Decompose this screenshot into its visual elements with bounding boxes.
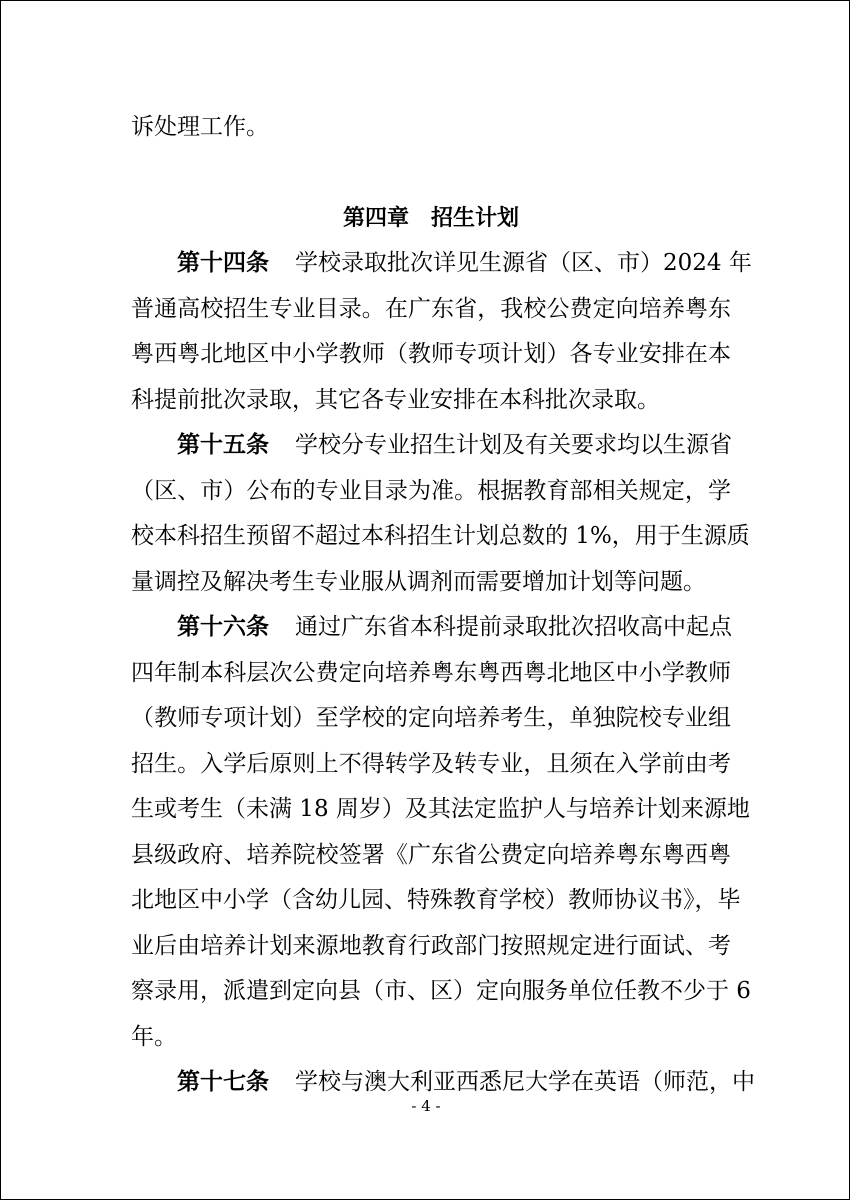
chapter-heading <box>131 196 731 242</box>
article-line <box>131 696 731 742</box>
article-line <box>131 1015 731 1061</box>
article-text: 学校与澳大利亚西悉尼大学在英语（师范，中 <box>295 1069 755 1095</box>
article-text: 普通高校招生专业目录。在广东省，我校公费定向培养粤东 <box>131 295 731 322</box>
article-line <box>131 378 731 424</box>
article-text: 通过广东省本科提前录取批次招收高中起点 <box>295 614 732 640</box>
intro-tail-text: 诉处理工作。 <box>131 114 269 140</box>
article-text: （教师专项计划）至学校的定向培养考生，单独院校专业组 <box>131 705 731 731</box>
article-15 <box>131 423 750 605</box>
article-text: 四年制本科层次公费定向培养粤东粤西粤北地区中小学教师 <box>131 659 731 686</box>
article-text: 县级政府、培养院校签署《广东省公费定向培养粤东粤西粤 <box>131 841 731 868</box>
article-text: 生或考生（未满 18 周岁）及其法定监护人与培养计划来源地 <box>131 796 750 822</box>
page-number: - 4 - <box>411 1097 441 1115</box>
article-line <box>131 878 741 924</box>
article-line <box>131 423 731 469</box>
article-text: 校本科招生预留不超过本科招生计划总数的 1%，用于生源质 <box>131 523 750 549</box>
article-line <box>131 651 731 697</box>
article-line <box>131 560 731 606</box>
article-text: 学校录取批次详见生源省（区、市）2024 年 <box>295 250 752 276</box>
article-text: 招生。入学后原则上不得转学及转专业，且须在入学前由考 <box>131 750 731 777</box>
article-text: 察录用，派遣到定向县（市、区）定向服务单位任教不少于 6 <box>131 978 751 1004</box>
article-line <box>131 742 731 788</box>
article-line <box>131 787 750 833</box>
article-line <box>131 287 731 333</box>
article-line <box>131 514 750 560</box>
article-text: 粤西粤北地区中小学教师（教师专项计划）各专业安排在本 <box>131 341 731 367</box>
article-line <box>131 833 731 879</box>
article-text: 业后由培养计划来源地教育行政部门按照规定进行面试、考 <box>131 932 731 959</box>
article-line <box>131 605 731 651</box>
article-text: 量调控及解决考生专业服从调剂而需要增加计划等问题。 <box>131 568 706 595</box>
article-line <box>131 969 751 1015</box>
chapter-number: 第四章 <box>342 205 409 231</box>
chapter-title: 招生计划 <box>431 205 520 231</box>
article-label: 第十七条 <box>177 1069 269 1095</box>
article-label: 第十四条 <box>177 250 269 276</box>
article-text: （区、市）公布的专业目录为准。根据教育部相关规定，学 <box>131 477 731 504</box>
article-line <box>131 332 731 378</box>
article-label: 第十五条 <box>177 432 269 458</box>
article-text: 科提前批次录取，其它各专业安排在本科批次录取。 <box>131 386 660 413</box>
article-16 <box>131 605 751 1060</box>
article-text: 学校分专业招生计划及有关要求均以生源省 <box>295 432 732 458</box>
article-text: 年。 <box>131 1023 177 1050</box>
article-14 <box>131 241 752 423</box>
document-body <box>131 105 755 1106</box>
intro-tail-line <box>131 105 731 151</box>
article-line <box>131 469 731 515</box>
article-label: 第十六条 <box>177 614 269 640</box>
article-line <box>131 924 731 970</box>
article-line <box>131 241 752 287</box>
article-text: 北地区中小学（含幼儿园、特殊教育学校）教师协议书》，毕 <box>131 887 741 913</box>
